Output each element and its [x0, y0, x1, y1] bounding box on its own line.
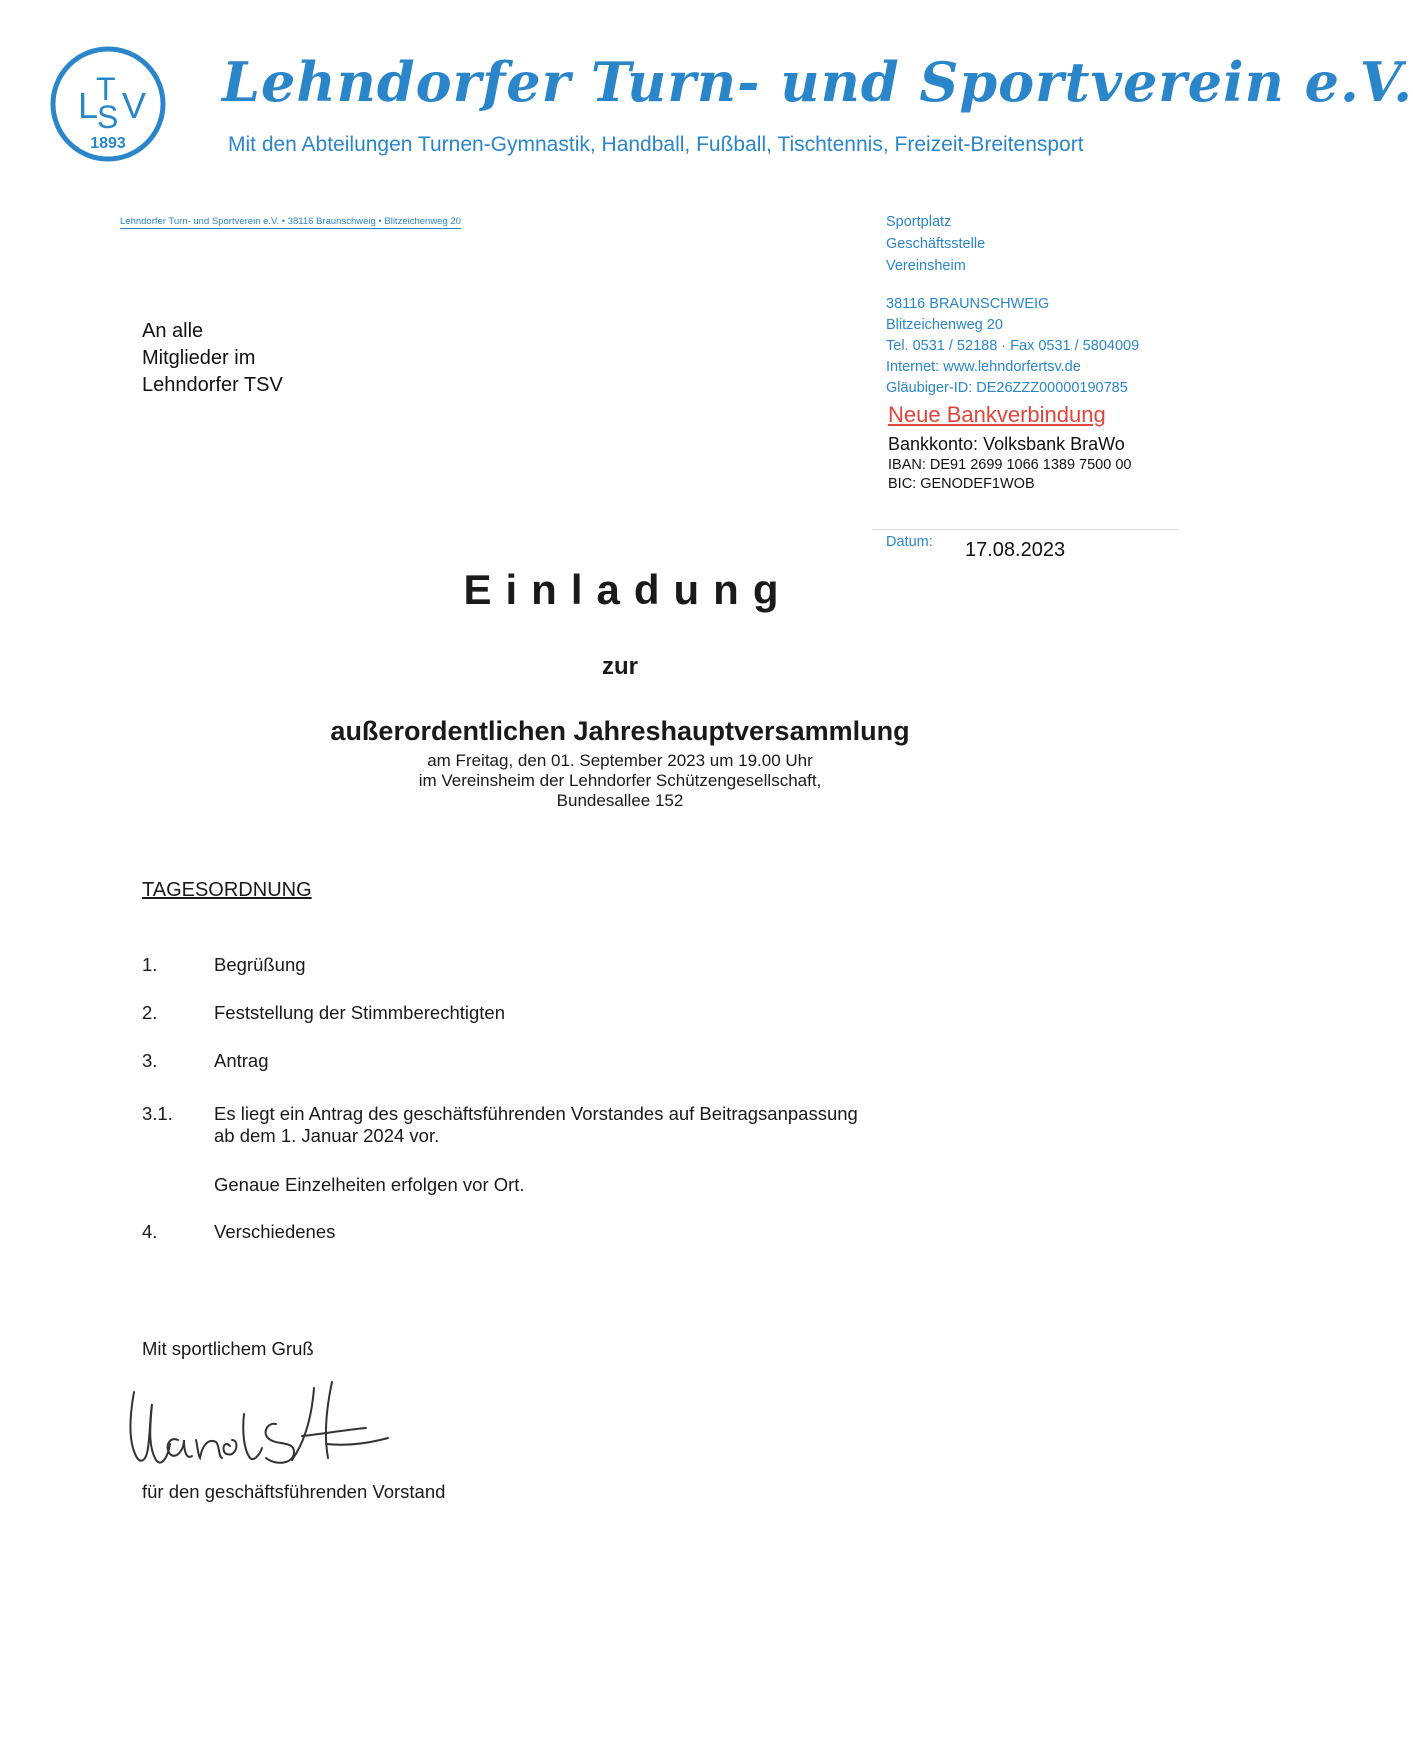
svg-text:T: T	[96, 71, 116, 107]
recipient-line: An alle	[142, 320, 204, 342]
contact-city: 38116 BRAUNSCHWEIG	[886, 296, 1050, 312]
meeting-venue-line: im Vereinsheim der Lehndorfer Schützengesellschaft,	[418, 771, 822, 790]
agenda-item-text: Verschiedenes	[214, 1221, 336, 1242]
recipient-line: Mitglieder im	[142, 347, 256, 369]
agenda-note: Genaue Einzelheiten erfolgen vor Ort.	[214, 1174, 525, 1195]
svg-text:V: V	[122, 85, 147, 126]
club-subtitle: Mit den Abteilungen Turnen-Gymnastik, Handball, Fußball, Tischtennis, Freizeit-Breitensport	[228, 133, 1084, 156]
club-logo-icon	[48, 44, 168, 164]
contact-web: Internet: www.lehndorfertsv.de	[886, 359, 1081, 375]
agenda-item-text: Feststellung der Stimmberechtigten	[214, 1002, 505, 1023]
locations-block	[886, 211, 1226, 277]
recipient-line: Lehndorfer TSV	[142, 374, 283, 396]
agenda-item-number: 4.	[142, 1221, 158, 1242]
svg-text:L: L	[78, 85, 99, 126]
meeting-date-line: am Freitag, den 01. September 2023 um 19.00 Uhr	[427, 751, 813, 770]
meeting-details	[0, 751, 1240, 811]
agenda-item-line: Es liegt ein Antrag des geschäftsführenden Vorstandes auf Beitragsanpassung	[214, 1103, 858, 1124]
sender-line: Lehndorfer Turn- und Sportverein e.V. • 38116 Braunschweig • Blitzeichenweg 20	[120, 216, 461, 227]
agenda-item-number: 2.	[142, 1002, 158, 1023]
logo-year: 1893	[90, 135, 126, 152]
location-sportplatz: Sportplatz	[886, 214, 952, 230]
invitation-zur: zur	[602, 653, 638, 680]
bank-iban: IBAN: DE91 2699 1066 1389 7500 00	[888, 457, 1132, 473]
agenda-item-number: 3.1.	[142, 1103, 173, 1124]
bank-bic: BIC: GENODEF1WOB	[888, 476, 1035, 492]
bank-block	[888, 432, 1131, 494]
agenda-item-text: Begrüßung	[214, 954, 306, 975]
agenda-title: TAGESORDNUNG	[142, 879, 312, 901]
recipient-block	[142, 318, 283, 399]
contact-phone: Tel. 0531 / 52188 · Fax 0531 / 5804009	[886, 338, 1140, 354]
bank-title: Neue Bankverbindung	[888, 402, 1106, 427]
meeting-heading: außerordentlichen Jahreshauptversammlung	[330, 716, 910, 746]
date-label: Datum:	[886, 534, 933, 550]
location-geschaeftsstelle: Geschäftsstelle	[886, 236, 986, 252]
bank-account: Bankkonto: Volksbank BraWo	[888, 434, 1125, 454]
divider	[872, 529, 1178, 530]
location-vereinsheim: Vereinsheim	[886, 258, 966, 274]
invitation-title: Einladung	[463, 566, 793, 613]
contact-block	[886, 294, 1226, 399]
closing-greeting: Mit sportlichem Gruß	[142, 1338, 314, 1359]
contact-street: Blitzeichenweg 20	[886, 317, 1003, 333]
agenda-item-line: ab dem 1. Januar 2024 vor.	[214, 1125, 440, 1146]
agenda-item-text	[214, 1103, 974, 1147]
signature-image	[126, 1374, 406, 1484]
agenda-item-text: Antrag	[214, 1050, 269, 1071]
agenda-item-number: 3.	[142, 1050, 158, 1071]
meeting-address-line: Bundesallee 152	[556, 791, 684, 810]
contact-creditor-id: Gläubiger-ID: DE26ZZZ00000190785	[886, 380, 1128, 396]
club-name: Lehndorfer Turn- und Sportverein e.V.	[222, 50, 1413, 114]
svg-text:S: S	[97, 99, 119, 135]
agenda-item-number: 1.	[142, 954, 158, 975]
signer-line: für den geschäftsführenden Vorstand	[142, 1481, 446, 1502]
date-value: 17.08.2023	[965, 539, 1066, 561]
